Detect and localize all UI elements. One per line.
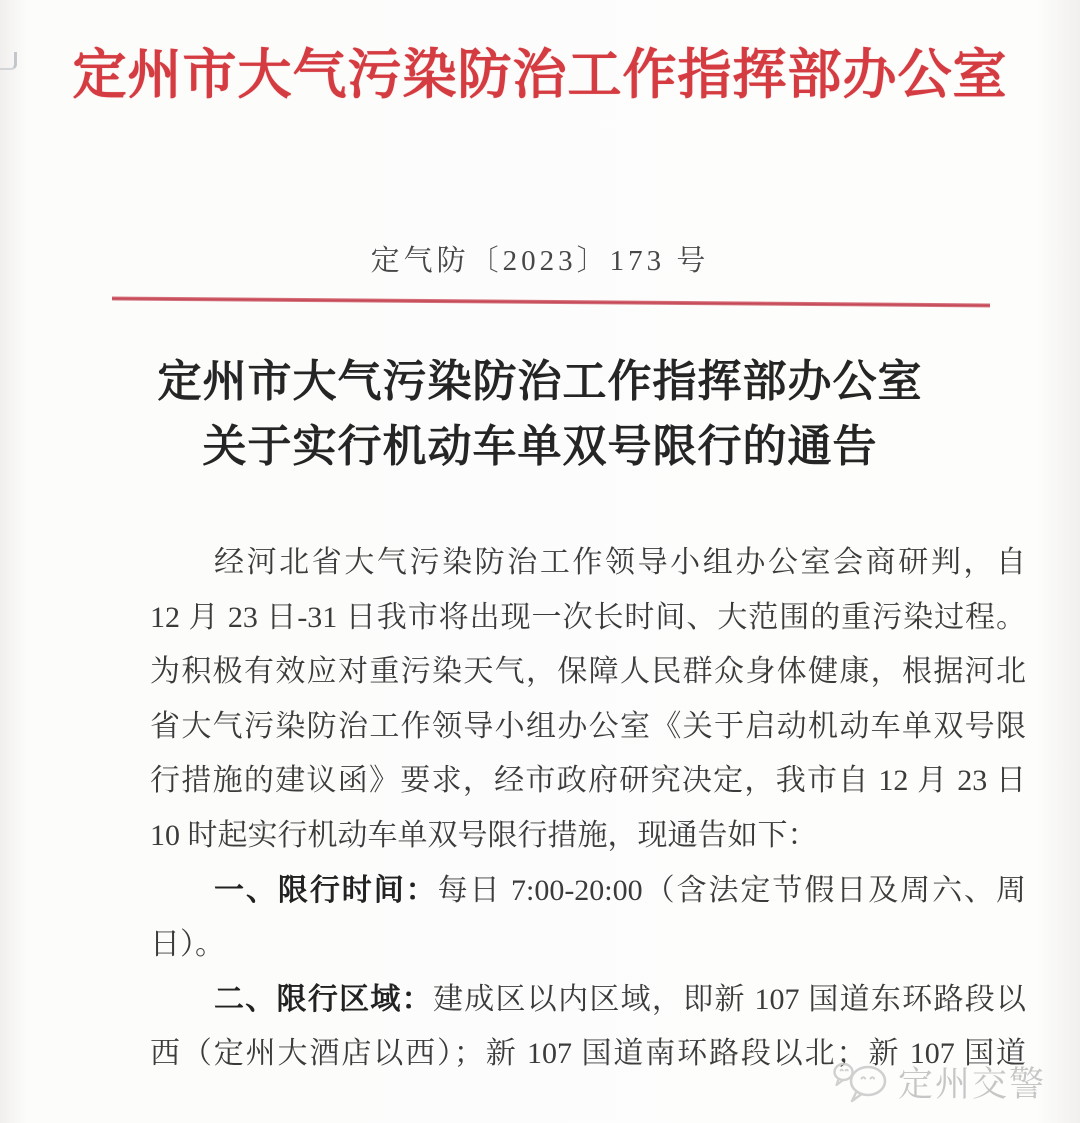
notice-title-line2: 关于实行机动车单双号限行的通告 (202, 422, 878, 471)
restriction-time-line-1 (150, 864, 1026, 919)
restriction-area-line-1 (150, 973, 1026, 1028)
notice-body (150, 536, 1026, 1082)
wechat-icon (832, 1059, 890, 1105)
body-line-6: 10 时起实行机动车单双号限行措施，现通告如下： (150, 818, 818, 852)
document-number: 定气防〔2023〕173 号 (370, 245, 710, 277)
body-line-5: 行措施的建议函》要求，经市政府研究决定，我市自 12 月 23 日 (150, 764, 1026, 798)
restriction-area-label: 二、限行区域： (214, 982, 433, 1016)
restriction-area-line-2: 西（定州大酒店以西）；新 107 国道南环路段以北；新 107 国道 (150, 1037, 1026, 1071)
notice-title-line1: 定州市大气污染防治工作指挥部办公室 (157, 357, 923, 406)
body-line-3: 为积极有效应对重污染天气，保障人民群众身体健康，根据河北 (150, 655, 1026, 689)
watermark-text: 定州交警 (897, 1065, 1046, 1104)
letterhead-office-name: 定州市大气污染防治工作指挥部办公室 (72, 45, 1008, 105)
body-line-4: 省大气污染防治工作领导小组办公室《关于启动机动车单双号限 (150, 709, 1026, 743)
notice-title (0, 349, 1080, 479)
restriction-time-line-2: 日）。 (150, 928, 225, 962)
restriction-time-label: 一、限行时间： (214, 873, 438, 907)
body-line-1: 经河北省大气污染防治工作领导小组办公室会商研判，自 (214, 546, 1026, 579)
body-line-2: 12 月 23 日-31 日我市将出现一次长时间、大范围的重污染过程。 (150, 600, 1026, 634)
restriction-time-text: 每日 7:00-20:00（含法定节假日及周六、周 (437, 873, 1027, 907)
restriction-area-text: 建成区以内区域，即新 107 国道东环路段以 (432, 982, 1027, 1016)
letterhead-divider (112, 297, 990, 308)
watermark (832, 1057, 1046, 1107)
